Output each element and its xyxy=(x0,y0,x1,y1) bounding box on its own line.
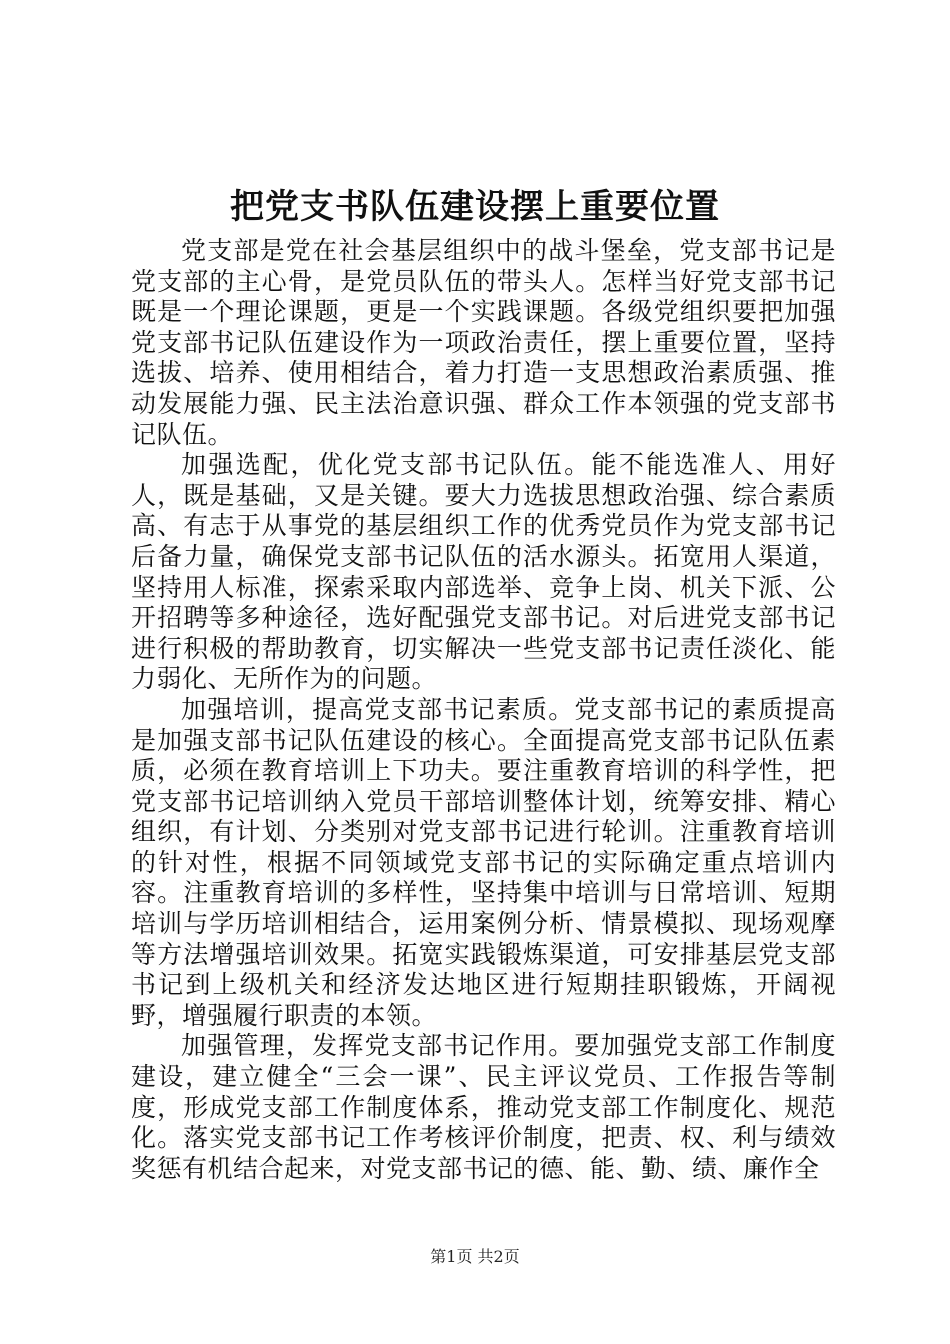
paragraph-training: 加强培训，提高党支部书记素质。党支部书记的素质提高是加强支部书记队伍建设的核心。全面提高党支部书记队伍素质，必须在教育培训上下功夫。要注重教育培训的科学性，把党支部书记培训纳入党员干部培训整体计划，统筹安排、精心组织，有计划、分类别对党支部书记进行轮训。注重教育培训的针对性，根据不同领域党支部书记的实际确定重点培训内容。注重教育培训的多样性，坚持集中培训与日常培训、短期培训与学历培训相结合，运用案例分析、情景模拟、现场观摩等方法增强培训效果。拓宽实践锻炼渠道，可安排基层党支部书记到上级机关和经济发达地区进行短期挂职锻炼，开阔视野，增强履行职责的本领。 xyxy=(131,694,836,1030)
paragraph-management: 加强管理，发挥党支部书记作用。要加强党支部工作制度建设，建立健全“三会一课”、民主评议党员、工作报告等制度，形成党支部工作制度体系，推动党支部工作制度化、规范化。落实党支部书记工作考核评价制度，把责、权、利与绩效奖惩有机结合起来，对党支部书记的德、能、勤、绩、廉作全 xyxy=(131,1031,836,1183)
page-footer: 第1页 共2页 xyxy=(430,1247,520,1266)
paragraph-selection: 加强选配，优化党支部书记队伍。能不能选准人、用好人，既是基础，又是关键。要大力选拔思想政治强、综合素质高、有志于从事党的基层组织工作的优秀党员作为党支部书记后备力量，确保党支部书记队伍的活水源头。拓宽用人渠道，坚持用人标准，探索采取内部选举、竞争上岗、机关下派、公开招聘等多种途径，选好配强党支部书记。对后进党支部书记进行积极的帮助教育，切实解决一些党支部书记责任淡化、能力弱化、无所作为的问题。 xyxy=(131,450,836,694)
document-title: 把党支书队伍建设摆上重要位置 xyxy=(230,187,720,227)
document-body xyxy=(131,236,836,1184)
paragraph-intro: 党支部是党在社会基层组织中的战斗堡垒，党支部书记是党支部的主心骨，是党员队伍的带头人。怎样当好党支部书记既是一个理论课题，更是一个实践课题。各级党组织要把加强党支部书记队伍建设作为一项政治责任，摆上重要位置，坚持选拔、培养、使用相结合，着力打造一支思想政治素质强、推动发展能力强、民主法治意识强、群众工作本领强的党支部书记队伍。 xyxy=(131,236,836,449)
